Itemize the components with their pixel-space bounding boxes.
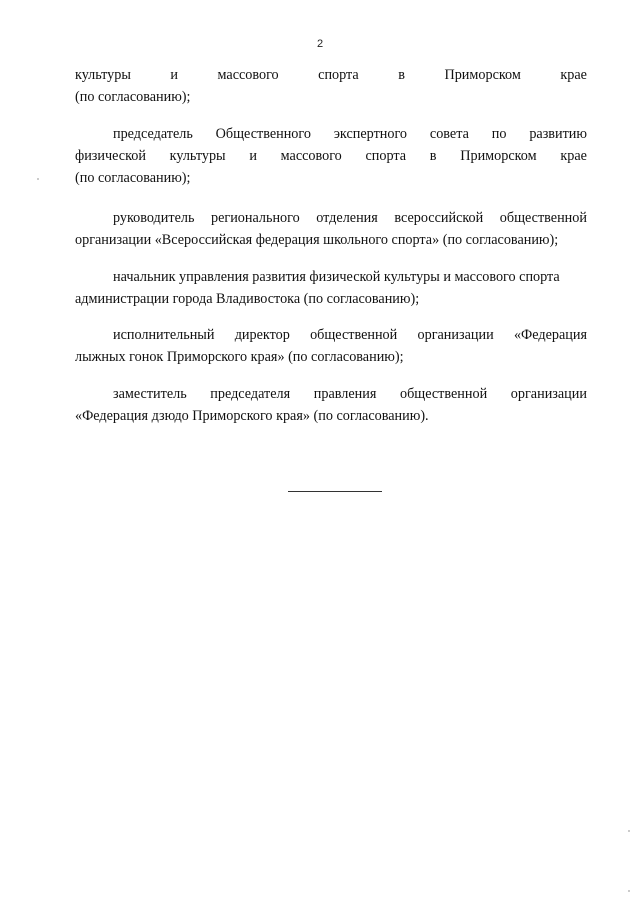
word: Приморском bbox=[444, 67, 521, 83]
scan-speck bbox=[628, 830, 630, 832]
text-line bbox=[75, 64, 587, 86]
paragraph-school-sport bbox=[75, 207, 587, 251]
word: спорта bbox=[365, 148, 407, 164]
word: крае bbox=[560, 148, 587, 164]
word: культуры bbox=[169, 148, 226, 164]
word: и bbox=[170, 67, 179, 83]
paragraph-vladivostok bbox=[75, 266, 587, 310]
text-line: «Федерация дзюдо Приморского края» (по согласованию). bbox=[75, 408, 429, 424]
word: председатель bbox=[113, 126, 193, 142]
word: массового bbox=[217, 67, 279, 83]
word: организации bbox=[510, 386, 587, 402]
word: массового bbox=[280, 148, 342, 164]
word: в bbox=[429, 148, 437, 164]
word: общественной bbox=[499, 210, 587, 226]
paragraph-judo-federation bbox=[75, 383, 587, 427]
word: общественной bbox=[400, 386, 488, 402]
word: в bbox=[398, 67, 405, 83]
text-line bbox=[75, 145, 587, 167]
word: регионального bbox=[210, 210, 300, 226]
word: исполнительный bbox=[113, 327, 215, 343]
word: по bbox=[491, 126, 507, 142]
word: организации bbox=[417, 327, 494, 343]
paragraph-ski-federation bbox=[75, 324, 587, 368]
word: директор bbox=[234, 327, 290, 343]
paragraph-culture-sport bbox=[75, 64, 587, 108]
word: крае bbox=[560, 67, 587, 83]
word: заместитель bbox=[113, 386, 187, 402]
word: культуры bbox=[75, 67, 131, 83]
word: развитию bbox=[529, 126, 587, 142]
text-line: (по согласованию); bbox=[75, 89, 191, 105]
word: совета bbox=[429, 126, 469, 142]
word: руководитель bbox=[113, 210, 195, 226]
text-line: лыжных гонок Приморского края» (по согласованию); bbox=[75, 349, 404, 365]
word: Общественного bbox=[215, 126, 311, 142]
scan-speck bbox=[628, 890, 630, 892]
text-line bbox=[75, 123, 587, 145]
word: всероссийской bbox=[394, 210, 484, 226]
text-line bbox=[75, 383, 587, 405]
text-line: начальник управления развития физической культуры и массового спорта bbox=[113, 269, 560, 285]
text-line bbox=[75, 207, 587, 229]
word: правления bbox=[313, 386, 377, 402]
text-line: организации «Всероссийская федерация школьного спорта» (по согласованию); bbox=[75, 232, 559, 248]
word: председателя bbox=[210, 386, 291, 402]
word: общественной bbox=[310, 327, 398, 343]
word: Приморском bbox=[460, 148, 537, 164]
text-line: администрации города Владивостока (по согласованию); bbox=[75, 291, 420, 307]
text-line bbox=[75, 324, 587, 346]
word: «Федерация bbox=[513, 327, 587, 343]
signoff-divider bbox=[288, 491, 382, 492]
page-number: 2 bbox=[316, 38, 324, 50]
text-line: (по согласованию); bbox=[75, 170, 191, 186]
paragraph-expert-council bbox=[75, 123, 587, 189]
word: экспертного bbox=[333, 126, 408, 142]
scan-speck bbox=[37, 178, 39, 180]
word: спорта bbox=[318, 67, 359, 83]
word: отделения bbox=[316, 210, 378, 226]
word: физической bbox=[75, 148, 146, 164]
word: и bbox=[249, 148, 257, 164]
